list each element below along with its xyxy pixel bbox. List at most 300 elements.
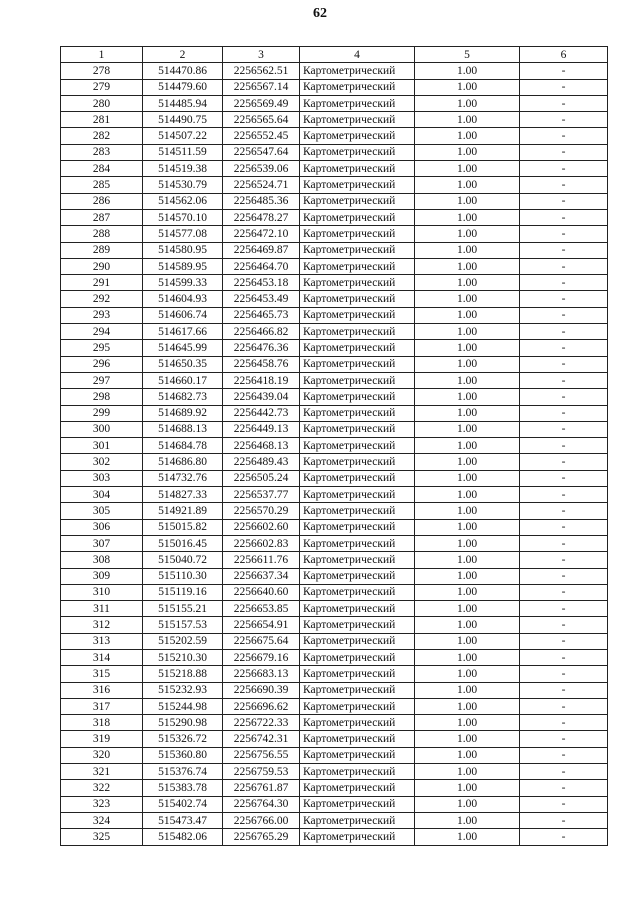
y-coordinate-cell: 2256442.73 (223, 405, 300, 421)
table-row (61, 731, 608, 747)
method-cell: Картометрический (300, 307, 415, 323)
point-number-cell: 308 (61, 552, 143, 568)
point-number-cell: 322 (61, 780, 143, 796)
table-row (61, 470, 608, 486)
accuracy-cell: 1.00 (415, 666, 520, 682)
method-cell: Картометрический (300, 682, 415, 698)
column-header-4: 4 (300, 47, 415, 63)
accuracy-cell: 1.00 (415, 535, 520, 551)
x-coordinate-cell: 515155.21 (143, 601, 223, 617)
x-coordinate-cell: 514689.92 (143, 405, 223, 421)
y-coordinate-cell: 2256696.62 (223, 698, 300, 714)
method-cell: Картометрический (300, 291, 415, 307)
table-row (61, 682, 608, 698)
method-cell: Картометрический (300, 649, 415, 665)
note-cell: - (520, 177, 608, 193)
method-cell: Картометрический (300, 617, 415, 633)
y-coordinate-cell: 2256653.85 (223, 601, 300, 617)
note-cell: - (520, 226, 608, 242)
accuracy-cell: 1.00 (415, 796, 520, 812)
table-row (61, 454, 608, 470)
accuracy-cell: 1.00 (415, 258, 520, 274)
coordinates-table (60, 46, 608, 846)
point-number-cell: 286 (61, 193, 143, 209)
table-row (61, 112, 608, 128)
note-cell: - (520, 356, 608, 372)
method-cell: Картометрический (300, 633, 415, 649)
x-coordinate-cell: 514530.79 (143, 177, 223, 193)
y-coordinate-cell: 2256611.76 (223, 552, 300, 568)
x-coordinate-cell: 515040.72 (143, 552, 223, 568)
x-coordinate-cell: 514921.89 (143, 503, 223, 519)
table-row (61, 177, 608, 193)
accuracy-cell: 1.00 (415, 764, 520, 780)
point-number-cell: 292 (61, 291, 143, 307)
table-row (61, 796, 608, 812)
point-number-cell: 293 (61, 307, 143, 323)
table-row (61, 161, 608, 177)
method-cell: Картометрический (300, 519, 415, 535)
table-row (61, 487, 608, 503)
accuracy-cell: 1.00 (415, 503, 520, 519)
table-row (61, 340, 608, 356)
accuracy-cell: 1.00 (415, 324, 520, 340)
method-cell: Картометрический (300, 405, 415, 421)
table-row (61, 519, 608, 535)
y-coordinate-cell: 2256722.33 (223, 715, 300, 731)
x-coordinate-cell: 514617.66 (143, 324, 223, 340)
table-row (61, 764, 608, 780)
table-row (61, 324, 608, 340)
y-coordinate-cell: 2256756.55 (223, 747, 300, 763)
method-cell: Картометрический (300, 780, 415, 796)
x-coordinate-cell: 514511.59 (143, 144, 223, 160)
point-number-cell: 299 (61, 405, 143, 421)
column-header-5: 5 (415, 47, 520, 63)
note-cell: - (520, 275, 608, 291)
table-row (61, 715, 608, 731)
x-coordinate-cell: 514507.22 (143, 128, 223, 144)
accuracy-cell: 1.00 (415, 470, 520, 486)
method-cell: Картометрический (300, 698, 415, 714)
y-coordinate-cell: 2256567.14 (223, 79, 300, 95)
table-row (61, 128, 608, 144)
method-cell: Картометрический (300, 95, 415, 111)
point-number-cell: 284 (61, 161, 143, 177)
x-coordinate-cell: 514606.74 (143, 307, 223, 323)
point-number-cell: 311 (61, 601, 143, 617)
point-number-cell: 301 (61, 438, 143, 454)
note-cell: - (520, 812, 608, 828)
note-cell: - (520, 764, 608, 780)
accuracy-cell: 1.00 (415, 209, 520, 225)
point-number-cell: 314 (61, 649, 143, 665)
method-cell: Картометрический (300, 454, 415, 470)
accuracy-cell: 1.00 (415, 682, 520, 698)
x-coordinate-cell: 515244.98 (143, 698, 223, 714)
x-coordinate-cell: 514490.75 (143, 112, 223, 128)
table-row (61, 535, 608, 551)
x-coordinate-cell: 515157.53 (143, 617, 223, 633)
x-coordinate-cell: 515376.74 (143, 764, 223, 780)
y-coordinate-cell: 2256449.13 (223, 421, 300, 437)
table-row (61, 372, 608, 388)
note-cell: - (520, 193, 608, 209)
table-row (61, 193, 608, 209)
accuracy-cell: 1.00 (415, 715, 520, 731)
note-cell: - (520, 389, 608, 405)
accuracy-cell: 1.00 (415, 144, 520, 160)
point-number-cell: 315 (61, 666, 143, 682)
y-coordinate-cell: 2256675.64 (223, 633, 300, 649)
column-header-1: 1 (61, 47, 143, 63)
note-cell: - (520, 535, 608, 551)
y-coordinate-cell: 2256418.19 (223, 372, 300, 388)
x-coordinate-cell: 514589.95 (143, 258, 223, 274)
table-row (61, 780, 608, 796)
x-coordinate-cell: 515482.06 (143, 829, 223, 845)
note-cell: - (520, 258, 608, 274)
method-cell: Картометрический (300, 715, 415, 731)
method-cell: Картометрический (300, 63, 415, 79)
point-number-cell: 303 (61, 470, 143, 486)
method-cell: Картометрический (300, 340, 415, 356)
point-number-cell: 325 (61, 829, 143, 845)
table-row (61, 421, 608, 437)
y-coordinate-cell: 2256766.00 (223, 812, 300, 828)
note-cell: - (520, 470, 608, 486)
method-cell: Картометрический (300, 764, 415, 780)
method-cell: Картометрический (300, 161, 415, 177)
point-number-cell: 290 (61, 258, 143, 274)
method-cell: Картометрический (300, 812, 415, 828)
note-cell: - (520, 242, 608, 258)
note-cell: - (520, 405, 608, 421)
method-cell: Картометрический (300, 389, 415, 405)
x-coordinate-cell: 514684.78 (143, 438, 223, 454)
y-coordinate-cell: 2256524.71 (223, 177, 300, 193)
note-cell: - (520, 291, 608, 307)
note-cell: - (520, 161, 608, 177)
y-coordinate-cell: 2256562.51 (223, 63, 300, 79)
point-number-cell: 316 (61, 682, 143, 698)
method-cell: Картометрический (300, 242, 415, 258)
point-number-cell: 285 (61, 177, 143, 193)
note-cell: - (520, 747, 608, 763)
x-coordinate-cell: 514645.99 (143, 340, 223, 356)
point-number-cell: 300 (61, 421, 143, 437)
method-cell: Картометрический (300, 356, 415, 372)
table-row (61, 552, 608, 568)
note-cell: - (520, 421, 608, 437)
y-coordinate-cell: 2256765.29 (223, 829, 300, 845)
accuracy-cell: 1.00 (415, 63, 520, 79)
accuracy-cell: 1.00 (415, 193, 520, 209)
table-row (61, 584, 608, 600)
accuracy-cell: 1.00 (415, 780, 520, 796)
accuracy-cell: 1.00 (415, 747, 520, 763)
y-coordinate-cell: 2256489.43 (223, 454, 300, 470)
note-cell: - (520, 144, 608, 160)
accuracy-cell: 1.00 (415, 829, 520, 845)
x-coordinate-cell: 515210.30 (143, 649, 223, 665)
point-number-cell: 278 (61, 63, 143, 79)
point-number-cell: 296 (61, 356, 143, 372)
x-coordinate-cell: 515402.74 (143, 796, 223, 812)
point-number-cell: 289 (61, 242, 143, 258)
accuracy-cell: 1.00 (415, 633, 520, 649)
x-coordinate-cell: 514660.17 (143, 372, 223, 388)
y-coordinate-cell: 2256547.64 (223, 144, 300, 160)
table-row (61, 79, 608, 95)
note-cell: - (520, 503, 608, 519)
method-cell: Картометрический (300, 796, 415, 812)
table-row (61, 356, 608, 372)
point-number-cell: 302 (61, 454, 143, 470)
method-cell: Картометрический (300, 258, 415, 274)
method-cell: Картометрический (300, 226, 415, 242)
accuracy-cell: 1.00 (415, 242, 520, 258)
y-coordinate-cell: 2256637.34 (223, 568, 300, 584)
note-cell: - (520, 601, 608, 617)
x-coordinate-cell: 515202.59 (143, 633, 223, 649)
accuracy-cell: 1.00 (415, 698, 520, 714)
note-cell: - (520, 128, 608, 144)
x-coordinate-cell: 515016.45 (143, 535, 223, 551)
method-cell: Картометрический (300, 470, 415, 486)
note-cell: - (520, 372, 608, 388)
point-number-cell: 309 (61, 568, 143, 584)
point-number-cell: 287 (61, 209, 143, 225)
accuracy-cell: 1.00 (415, 128, 520, 144)
y-coordinate-cell: 2256468.13 (223, 438, 300, 454)
accuracy-cell: 1.00 (415, 389, 520, 405)
x-coordinate-cell: 515232.93 (143, 682, 223, 698)
table-row (61, 258, 608, 274)
x-coordinate-cell: 514470.86 (143, 63, 223, 79)
x-coordinate-cell: 514562.06 (143, 193, 223, 209)
y-coordinate-cell: 2256761.87 (223, 780, 300, 796)
x-coordinate-cell: 514650.35 (143, 356, 223, 372)
table-row (61, 63, 608, 79)
column-header-3: 3 (223, 47, 300, 63)
point-number-cell: 320 (61, 747, 143, 763)
method-cell: Картометрический (300, 193, 415, 209)
note-cell: - (520, 829, 608, 845)
method-cell: Картометрический (300, 731, 415, 747)
y-coordinate-cell: 2256742.31 (223, 731, 300, 747)
table-row (61, 226, 608, 242)
note-cell: - (520, 568, 608, 584)
point-number-cell: 298 (61, 389, 143, 405)
point-number-cell: 297 (61, 372, 143, 388)
table-row (61, 95, 608, 111)
point-number-cell: 295 (61, 340, 143, 356)
accuracy-cell: 1.00 (415, 275, 520, 291)
note-cell: - (520, 487, 608, 503)
point-number-cell: 317 (61, 698, 143, 714)
method-cell: Картометрический (300, 438, 415, 454)
method-cell: Картометрический (300, 421, 415, 437)
accuracy-cell: 1.00 (415, 601, 520, 617)
accuracy-cell: 1.00 (415, 177, 520, 193)
table-body (61, 63, 608, 845)
point-number-cell: 282 (61, 128, 143, 144)
method-cell: Картометрический (300, 487, 415, 503)
accuracy-cell: 1.00 (415, 487, 520, 503)
accuracy-cell: 1.00 (415, 405, 520, 421)
table-row (61, 633, 608, 649)
note-cell: - (520, 780, 608, 796)
method-cell: Картометрический (300, 324, 415, 340)
point-number-cell: 321 (61, 764, 143, 780)
accuracy-cell: 1.00 (415, 161, 520, 177)
y-coordinate-cell: 2256485.36 (223, 193, 300, 209)
y-coordinate-cell: 2256602.60 (223, 519, 300, 535)
accuracy-cell: 1.00 (415, 519, 520, 535)
note-cell: - (520, 324, 608, 340)
table-row (61, 209, 608, 225)
accuracy-cell: 1.00 (415, 731, 520, 747)
accuracy-cell: 1.00 (415, 454, 520, 470)
y-coordinate-cell: 2256654.91 (223, 617, 300, 633)
table-row (61, 812, 608, 828)
method-cell: Картометрический (300, 112, 415, 128)
accuracy-cell: 1.00 (415, 584, 520, 600)
x-coordinate-cell: 514686.80 (143, 454, 223, 470)
accuracy-cell: 1.00 (415, 112, 520, 128)
y-coordinate-cell: 2256458.76 (223, 356, 300, 372)
table-row (61, 405, 608, 421)
y-coordinate-cell: 2256569.49 (223, 95, 300, 111)
y-coordinate-cell: 2256478.27 (223, 209, 300, 225)
column-header-2: 2 (143, 47, 223, 63)
y-coordinate-cell: 2256570.29 (223, 503, 300, 519)
point-number-cell: 281 (61, 112, 143, 128)
point-number-cell: 323 (61, 796, 143, 812)
accuracy-cell: 1.00 (415, 552, 520, 568)
accuracy-cell: 1.00 (415, 812, 520, 828)
note-cell: - (520, 617, 608, 633)
page-number: 62 (313, 6, 327, 21)
point-number-cell: 294 (61, 324, 143, 340)
method-cell: Картометрический (300, 372, 415, 388)
table-row (61, 747, 608, 763)
x-coordinate-cell: 515290.98 (143, 715, 223, 731)
y-coordinate-cell: 2256439.04 (223, 389, 300, 405)
method-cell: Картометрический (300, 568, 415, 584)
y-coordinate-cell: 2256640.60 (223, 584, 300, 600)
y-coordinate-cell: 2256469.87 (223, 242, 300, 258)
accuracy-cell: 1.00 (415, 79, 520, 95)
method-cell: Картометрический (300, 601, 415, 617)
note-cell: - (520, 649, 608, 665)
table-row (61, 568, 608, 584)
table-row (61, 829, 608, 845)
accuracy-cell: 1.00 (415, 649, 520, 665)
table-row (61, 389, 608, 405)
y-coordinate-cell: 2256466.82 (223, 324, 300, 340)
table-row (61, 503, 608, 519)
accuracy-cell: 1.00 (415, 568, 520, 584)
x-coordinate-cell: 514485.94 (143, 95, 223, 111)
note-cell: - (520, 715, 608, 731)
method-cell: Картометрический (300, 552, 415, 568)
y-coordinate-cell: 2256539.06 (223, 161, 300, 177)
x-coordinate-cell: 515110.30 (143, 568, 223, 584)
accuracy-cell: 1.00 (415, 617, 520, 633)
y-coordinate-cell: 2256552.45 (223, 128, 300, 144)
note-cell: - (520, 584, 608, 600)
point-number-cell: 319 (61, 731, 143, 747)
accuracy-cell: 1.00 (415, 340, 520, 356)
method-cell: Картометрический (300, 535, 415, 551)
y-coordinate-cell: 2256764.30 (223, 796, 300, 812)
table-row (61, 438, 608, 454)
point-number-cell: 280 (61, 95, 143, 111)
x-coordinate-cell: 514599.33 (143, 275, 223, 291)
x-coordinate-cell: 514519.38 (143, 161, 223, 177)
table-row (61, 666, 608, 682)
accuracy-cell: 1.00 (415, 307, 520, 323)
method-cell: Картометрический (300, 584, 415, 600)
point-number-cell: 279 (61, 79, 143, 95)
table-row (61, 601, 608, 617)
header-row (61, 47, 608, 63)
y-coordinate-cell: 2256453.49 (223, 291, 300, 307)
y-coordinate-cell: 2256690.39 (223, 682, 300, 698)
x-coordinate-cell: 514732.76 (143, 470, 223, 486)
column-header-6: 6 (520, 47, 608, 63)
point-number-cell: 306 (61, 519, 143, 535)
x-coordinate-cell: 515383.78 (143, 780, 223, 796)
x-coordinate-cell: 515119.16 (143, 584, 223, 600)
y-coordinate-cell: 2256476.36 (223, 340, 300, 356)
x-coordinate-cell: 514479.60 (143, 79, 223, 95)
point-number-cell: 318 (61, 715, 143, 731)
note-cell: - (520, 454, 608, 470)
table-header (61, 47, 608, 63)
y-coordinate-cell: 2256759.53 (223, 764, 300, 780)
point-number-cell: 283 (61, 144, 143, 160)
method-cell: Картометрический (300, 747, 415, 763)
accuracy-cell: 1.00 (415, 438, 520, 454)
table-row (61, 649, 608, 665)
method-cell: Картометрический (300, 829, 415, 845)
y-coordinate-cell: 2256464.70 (223, 258, 300, 274)
note-cell: - (520, 79, 608, 95)
x-coordinate-cell: 514827.33 (143, 487, 223, 503)
accuracy-cell: 1.00 (415, 421, 520, 437)
y-coordinate-cell: 2256683.13 (223, 666, 300, 682)
point-number-cell: 305 (61, 503, 143, 519)
y-coordinate-cell: 2256465.73 (223, 307, 300, 323)
note-cell: - (520, 666, 608, 682)
point-number-cell: 307 (61, 535, 143, 551)
note-cell: - (520, 519, 608, 535)
y-coordinate-cell: 2256679.16 (223, 649, 300, 665)
table-row (61, 291, 608, 307)
table-row (61, 275, 608, 291)
y-coordinate-cell: 2256453.18 (223, 275, 300, 291)
accuracy-cell: 1.00 (415, 372, 520, 388)
note-cell: - (520, 682, 608, 698)
note-cell: - (520, 633, 608, 649)
method-cell: Картометрический (300, 503, 415, 519)
y-coordinate-cell: 2256505.24 (223, 470, 300, 486)
method-cell: Картометрический (300, 144, 415, 160)
x-coordinate-cell: 514604.93 (143, 291, 223, 307)
